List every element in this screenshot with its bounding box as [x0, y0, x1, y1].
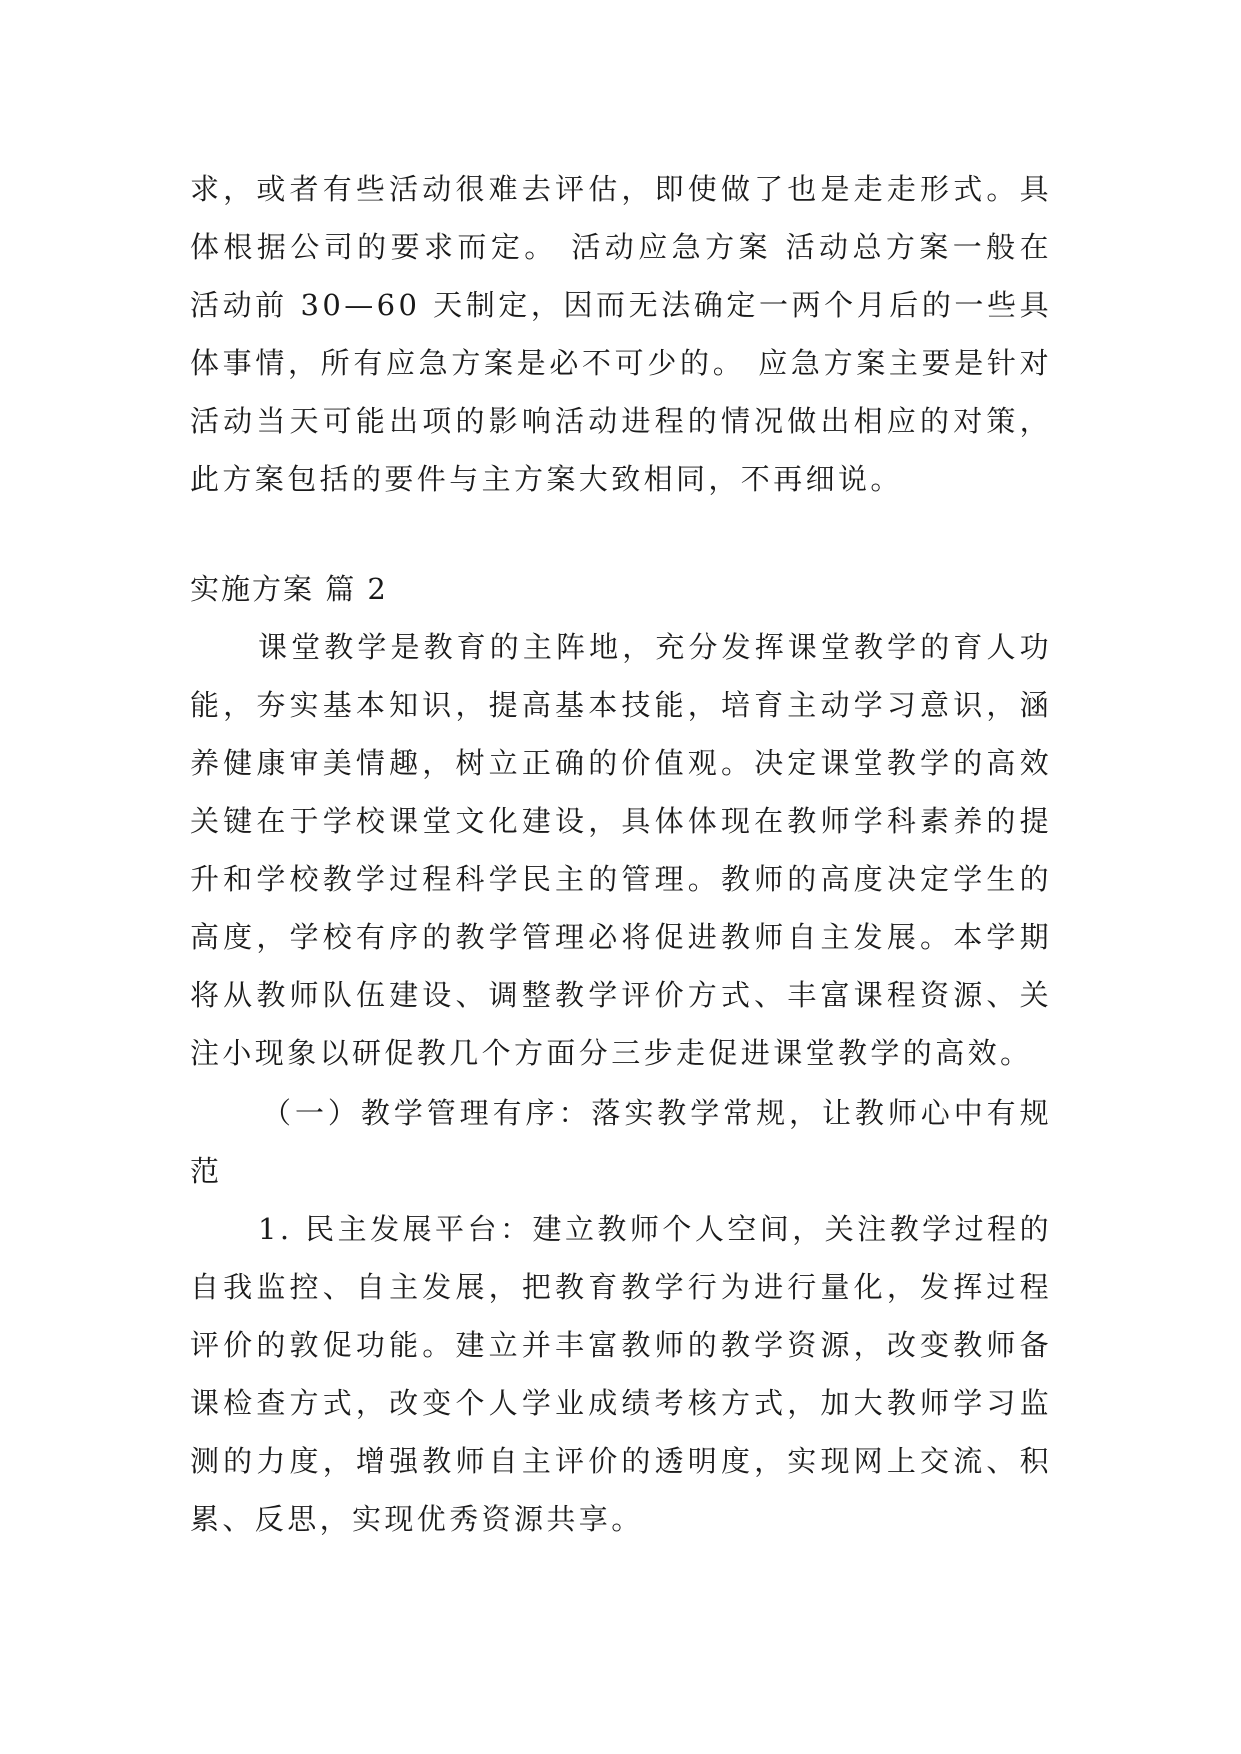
paragraph-democratic-platform: 1. 民主发展平台：建立教师个人空间，关注教学过程的自我监控、自主发展，把教育教学行为进行量化，发挥过程评价的敦促功能。建立并丰富教师的教学资源，改变教师备课检查方式，改变个人学业成绩考核方式，加大教师学习监测的力度，增强教师自主评价的透明度，实现网上交流、积累、反思，实现优秀资源共享。: [190, 1212, 1052, 1536]
paragraph-classroom-teaching: 课堂教学是教育的主阵地，充分发挥课堂教学的育人功能，夯实基本知识，提高基本技能，培育主动学习意识，涵养健康审美情趣，树立正确的价值观。决定课堂教学的高效关键在于学校课堂文化建设，具体体现在教师学科素养的提升和学校教学过程科学民主的管理。教师的高度决定学生的高度，学校有序的教学管理必将促进教师自主发展。本学期将从教师队伍建设、调整教学评价方式、丰富课程资源、关注小现象以研促教几个方面分三步走促进课堂教学的高效。: [190, 630, 1052, 1070]
paragraph-subheading-management: （一）教学管理有序：落实教学常规，让教师心中有规范: [190, 1096, 1052, 1188]
intro-paragraph: 求，或者有些活动很难去评估，即使做了也是走走形式。具体根据公司的要求而定。 活动应急方案 活动总方案一般在活动前 30—60 天制定，因而无法确定一两个月后的一些具体事情，所有应急方案是必不可少的。 应急方案主要是针对活动当天可能出项的影响活动进程的情况做出相应的对策，此方案包括的要件与主方案大致相同，不再细说。: [190, 172, 1052, 496]
section-heading: 实施方案 篇 2: [190, 572, 388, 606]
